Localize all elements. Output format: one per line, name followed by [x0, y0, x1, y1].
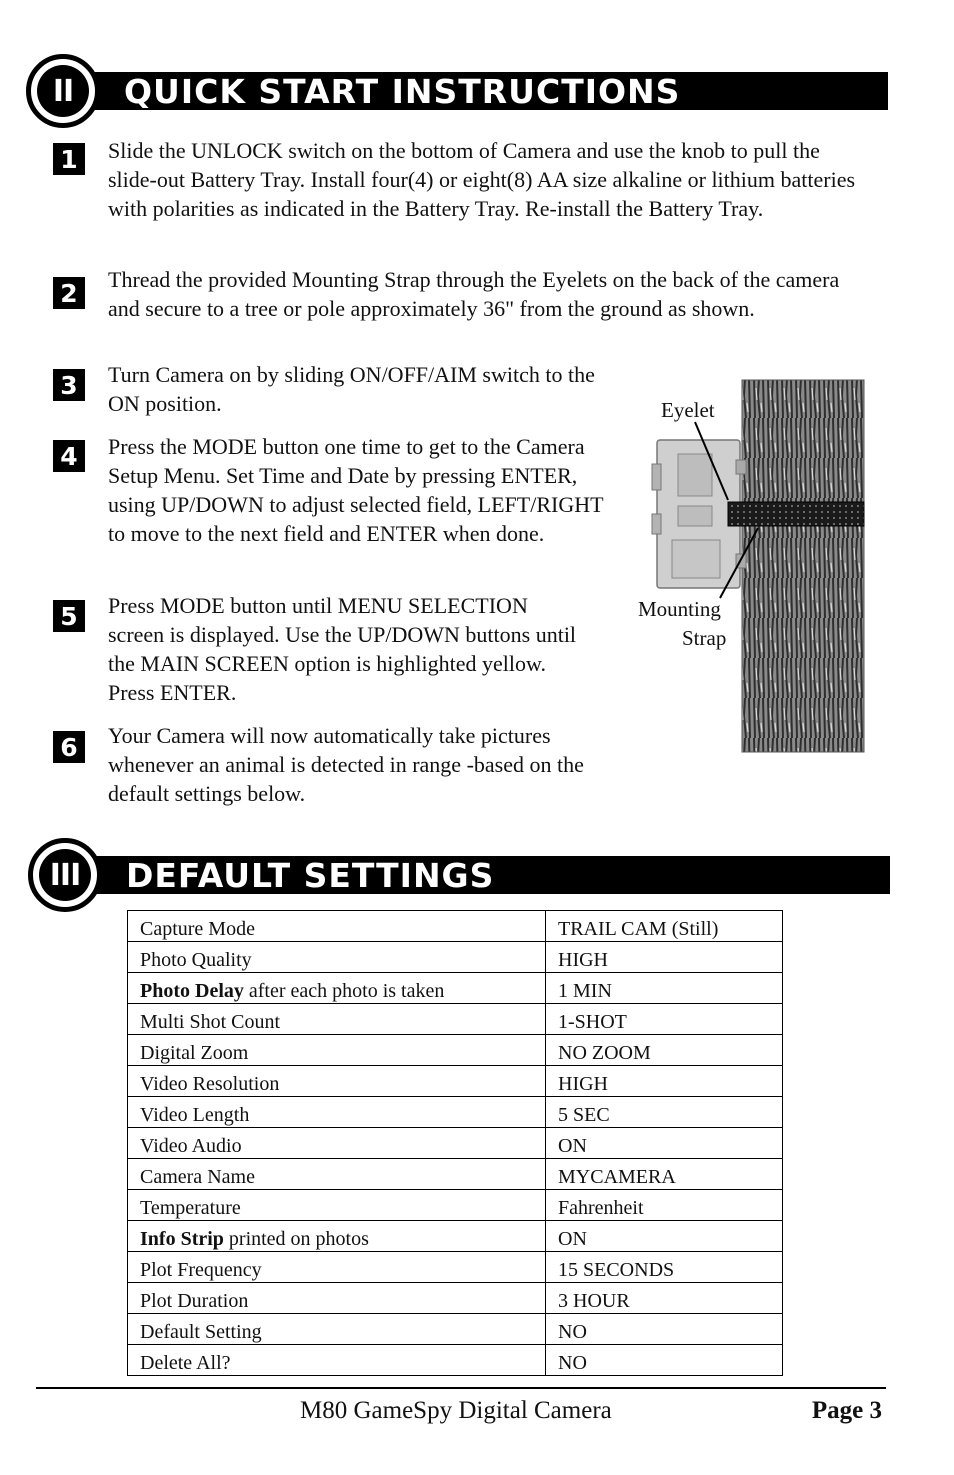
setting-name-text: printed on photos [223, 1228, 369, 1250]
setting-name-text: Camera Name [140, 1166, 255, 1188]
setting-value: ON [546, 1128, 783, 1159]
table-row [128, 1035, 783, 1066]
setting-name-text: Video Audio [140, 1135, 242, 1157]
setting-name [128, 1283, 546, 1314]
table-row [128, 1128, 783, 1159]
table-row [128, 1066, 783, 1097]
setting-name-text: Plot Frequency [140, 1259, 262, 1281]
step-text-3: Turn Camera on by sliding ON/OFF/AIM switch to the ON position. [108, 362, 595, 416]
step-number-3: 3 [53, 369, 85, 401]
setting-name-text: Temperature [140, 1197, 241, 1219]
setting-name [128, 1004, 546, 1035]
setting-name-bold: Photo Delay [140, 980, 244, 1002]
step-number-5: 5 [53, 600, 85, 632]
setting-name [128, 1314, 546, 1345]
step-number-4: 4 [53, 440, 85, 472]
footer-product-name: M80 GameSpy Digital Camera [300, 1397, 612, 1424]
table-row [128, 1159, 783, 1190]
table-row [128, 973, 783, 1004]
section-numeral: III [49, 857, 81, 893]
table-row [128, 1283, 783, 1314]
setting-name [128, 911, 546, 942]
setting-name [128, 942, 546, 973]
step-text-5: Press MODE button until MENU SELECTION screen is displayed. Use the UP/DOWN buttons until the MAIN SCREEN option is highlighted yellow. Press ENTER. [108, 593, 577, 705]
setting-name [128, 1097, 546, 1128]
table-row [128, 1190, 783, 1221]
setting-name [128, 1159, 546, 1190]
page-number: Page 3 [811, 1397, 882, 1424]
setting-value: 15 SECONDS [546, 1252, 783, 1283]
setting-name-bold: Info Strip [140, 1228, 224, 1250]
setting-value: HIGH [546, 942, 783, 973]
setting-name-text: Multi Shot Count [140, 1011, 281, 1033]
tree-camera-image [640, 378, 870, 754]
setting-value: 3 HOUR [546, 1283, 783, 1314]
table-row [128, 942, 783, 973]
figure-label-strap: Strap [682, 626, 727, 650]
setting-value: Fahrenheit [546, 1190, 783, 1221]
setting-name [128, 1128, 546, 1159]
setting-name-text: Photo Quality [140, 949, 252, 971]
setting-value: ON [546, 1221, 783, 1252]
table-row [128, 1097, 783, 1128]
setting-value: TRAIL CAM (Still) [546, 911, 783, 942]
setting-name-text: Plot Duration [140, 1290, 249, 1312]
step-number-6: 6 [53, 731, 85, 763]
setting-name [128, 1066, 546, 1097]
section-numeral: II [52, 73, 74, 109]
section-header-default-settings [34, 856, 890, 896]
table-row [128, 1004, 783, 1035]
setting-value: 1 MIN [546, 973, 783, 1004]
setting-value: NO [546, 1314, 783, 1345]
setting-name [128, 1035, 546, 1066]
table-row [128, 1252, 783, 1283]
step-text-2: Thread the provided Mounting Strap through the Eyelets on the back of the camera and secure to a tree or pole approximately 36" from the ground as shown. [108, 267, 840, 321]
figure-label-eyelet: Eyelet [661, 398, 715, 422]
setting-name-text: after each photo is taken [243, 980, 445, 1002]
setting-value: NO ZOOM [546, 1035, 783, 1066]
setting-name [128, 1221, 546, 1252]
table-row [128, 1345, 783, 1376]
setting-name [128, 1345, 546, 1376]
step-text-6: Your Camera will now automatically take pictures whenever an animal is detected in range -based on the default settings below. [108, 723, 584, 806]
setting-name-text: Video Length [140, 1104, 250, 1126]
setting-name-text: Default Setting [140, 1321, 262, 1343]
setting-value: NO [546, 1345, 783, 1376]
setting-name [128, 1252, 546, 1283]
setting-name-text: Video Resolution [140, 1073, 280, 1095]
setting-value: HIGH [546, 1066, 783, 1097]
setting-name [128, 1190, 546, 1221]
setting-name-text: Digital Zoom [140, 1042, 249, 1064]
setting-value: 1-SHOT [546, 1004, 783, 1035]
step-text-1: Slide the UNLOCK switch on the bottom of Camera and use the knob to pull the slide-out Battery Tray. Install four(4) or eight(8) AA size alkaline or lithium batteries with polarities as indicated in the Battery Tray. Re-install the Battery Tray. [108, 138, 856, 221]
setting-name-text: Delete All? [140, 1352, 231, 1374]
figure-label-mounting: Mounting [638, 597, 721, 621]
setting-value: MYCAMERA [546, 1159, 783, 1190]
section-title: DEFAULT SETTINGS [126, 856, 495, 895]
step-number-1: 1 [53, 143, 85, 175]
section-numeral-badge [26, 54, 100, 128]
footer-rule [36, 1387, 886, 1389]
setting-name-text: Capture Mode [140, 918, 255, 940]
table-row [128, 1221, 783, 1252]
table-row [128, 911, 783, 942]
setting-name [128, 973, 546, 1004]
section-title: QUICK START INSTRUCTIONS [124, 72, 681, 111]
step-text-4: Press the MODE button one time to get to the Camera Setup Menu. Set Time and Date by pressing ENTER, using UP/DOWN to adjust selected field, LEFT/RIGHT to move to the next field and ENTER when done. [108, 434, 604, 546]
section-header-quick-start [32, 72, 888, 112]
table-row [128, 1314, 783, 1345]
default-settings-table [127, 910, 783, 1376]
section-numeral-badge [28, 838, 102, 912]
setting-value: 5 SEC [546, 1097, 783, 1128]
step-number-2: 2 [53, 277, 85, 309]
camera-mounting-illustration [640, 378, 870, 754]
